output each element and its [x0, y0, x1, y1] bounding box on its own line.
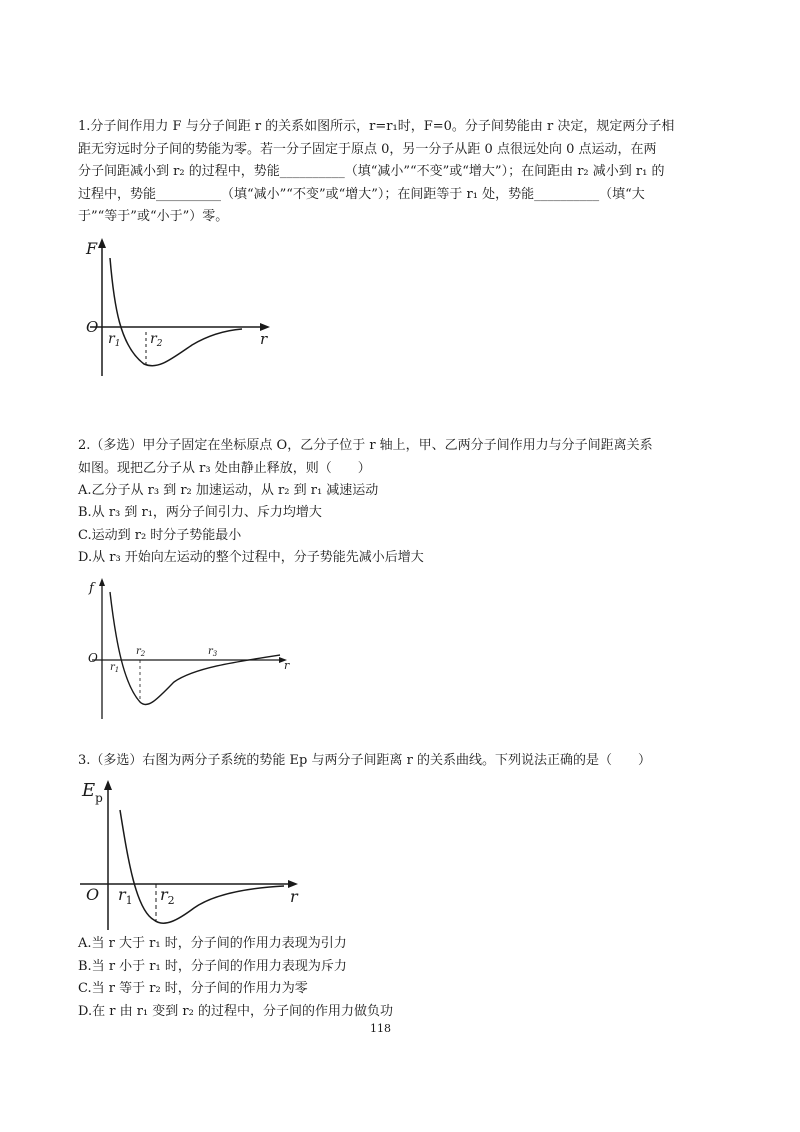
q2-y-label: f	[89, 581, 94, 596]
q2-y-arrow	[99, 578, 105, 586]
q1-text-line-2: 距无穷远时分子间的势能为零。若一分子固定于原点 0，另一分子从距 0 点很远处向 0 点运动，在两	[78, 142, 657, 157]
q3-y-label: $E_p$	[82, 780, 103, 805]
q3-x-label: r	[290, 887, 298, 906]
q1-y-arrow	[98, 238, 106, 248]
q3-option-a: A.当 r 大于 r₁ 时，分子间的作用力表现为引力	[78, 936, 347, 951]
q3-potential-energy-graph	[78, 770, 318, 936]
q2-option-a: A.乙分子从 r₃ 到 r₂ 加速运动，从 r₂ 到 r₁ 减速运动	[78, 483, 379, 498]
q2-force-graph	[84, 574, 304, 724]
q1-text-line-5: 于”“等于”或“小于”）零。	[78, 209, 229, 224]
q2-option-d: D.从 r₃ 开始向左运动的整个过程中，分子势能先减小后增大	[78, 550, 424, 565]
q1-text-line-3: 分子间距减小到 r₂ 的过程中，势能__________（填“减小”“不变”或“增大”）；在间距由 r₂ 减小到 r₁ 的	[78, 164, 665, 179]
q1-force-graph	[80, 236, 290, 386]
page-number: 118	[370, 1022, 391, 1035]
q1-text-line-4: 过程中，势能__________（填“减小”“不变”或“增大”）；在间距等于 r₁ 处，势能__________（填“大	[78, 187, 645, 202]
q2-text-line-2: 如图。现把乙分子从 r₃ 处由静止释放，则（ ）	[78, 461, 371, 476]
q3-origin-label: O	[86, 885, 100, 904]
q2-option-c: C.运动到 r₂ 时分子势能最小	[78, 528, 242, 543]
q2-r3-label: $r_3$	[208, 646, 218, 658]
q2-x-label: r	[284, 659, 290, 672]
q2-r2-label: $r_2$	[136, 646, 146, 658]
q3-potential-curve	[120, 810, 284, 923]
q1-r1-label: $r_1$	[108, 331, 121, 349]
q2-origin-label: O	[88, 651, 98, 665]
q1-force-curve	[110, 258, 242, 366]
q1-y-label: F	[86, 239, 98, 258]
q3-option-d: D.在 r 由 r₁ 变到 r₂ 的过程中，分子间的作用力做负功	[78, 1004, 393, 1019]
q1-origin-label: O	[86, 318, 99, 336]
q1-r2-label: $r_2$	[150, 331, 163, 349]
q1-x-label: r	[260, 330, 268, 348]
q2-text-line-1: 2.（多选）甲分子固定在坐标原点 O，乙分子位于 r 轴上，甲、乙两分子间作用力与分子间距离关系	[78, 438, 653, 453]
q3-option-b: B.当 r 小于 r₁ 时，分子间的作用力表现为斥力	[78, 959, 347, 974]
q3-text-line-1: 3.（多选）右图为两分子系统的势能 Ep 与两分子间距离 r 的关系曲线。下列说法正确的是（ ）	[78, 753, 651, 768]
q3-y-arrow	[104, 780, 112, 790]
q2-option-b: B.从 r₃ 到 r₁，两分子间引力、斥力均增大	[78, 505, 322, 520]
q3-option-c: C.当 r 等于 r₂ 时，分子间的作用力为零	[78, 981, 308, 996]
q2-r1-label: $r_1$	[110, 662, 120, 674]
q1-text-line-1: 1.分子间作用力 F 与分子间距 r 的关系如图所示，r=r₁时，F=0。分子间势能由 r 决定，规定两分子相	[78, 119, 675, 134]
q3-r1-label: $r_1$	[118, 885, 133, 907]
q3-r2-label: $r_2$	[160, 885, 175, 907]
